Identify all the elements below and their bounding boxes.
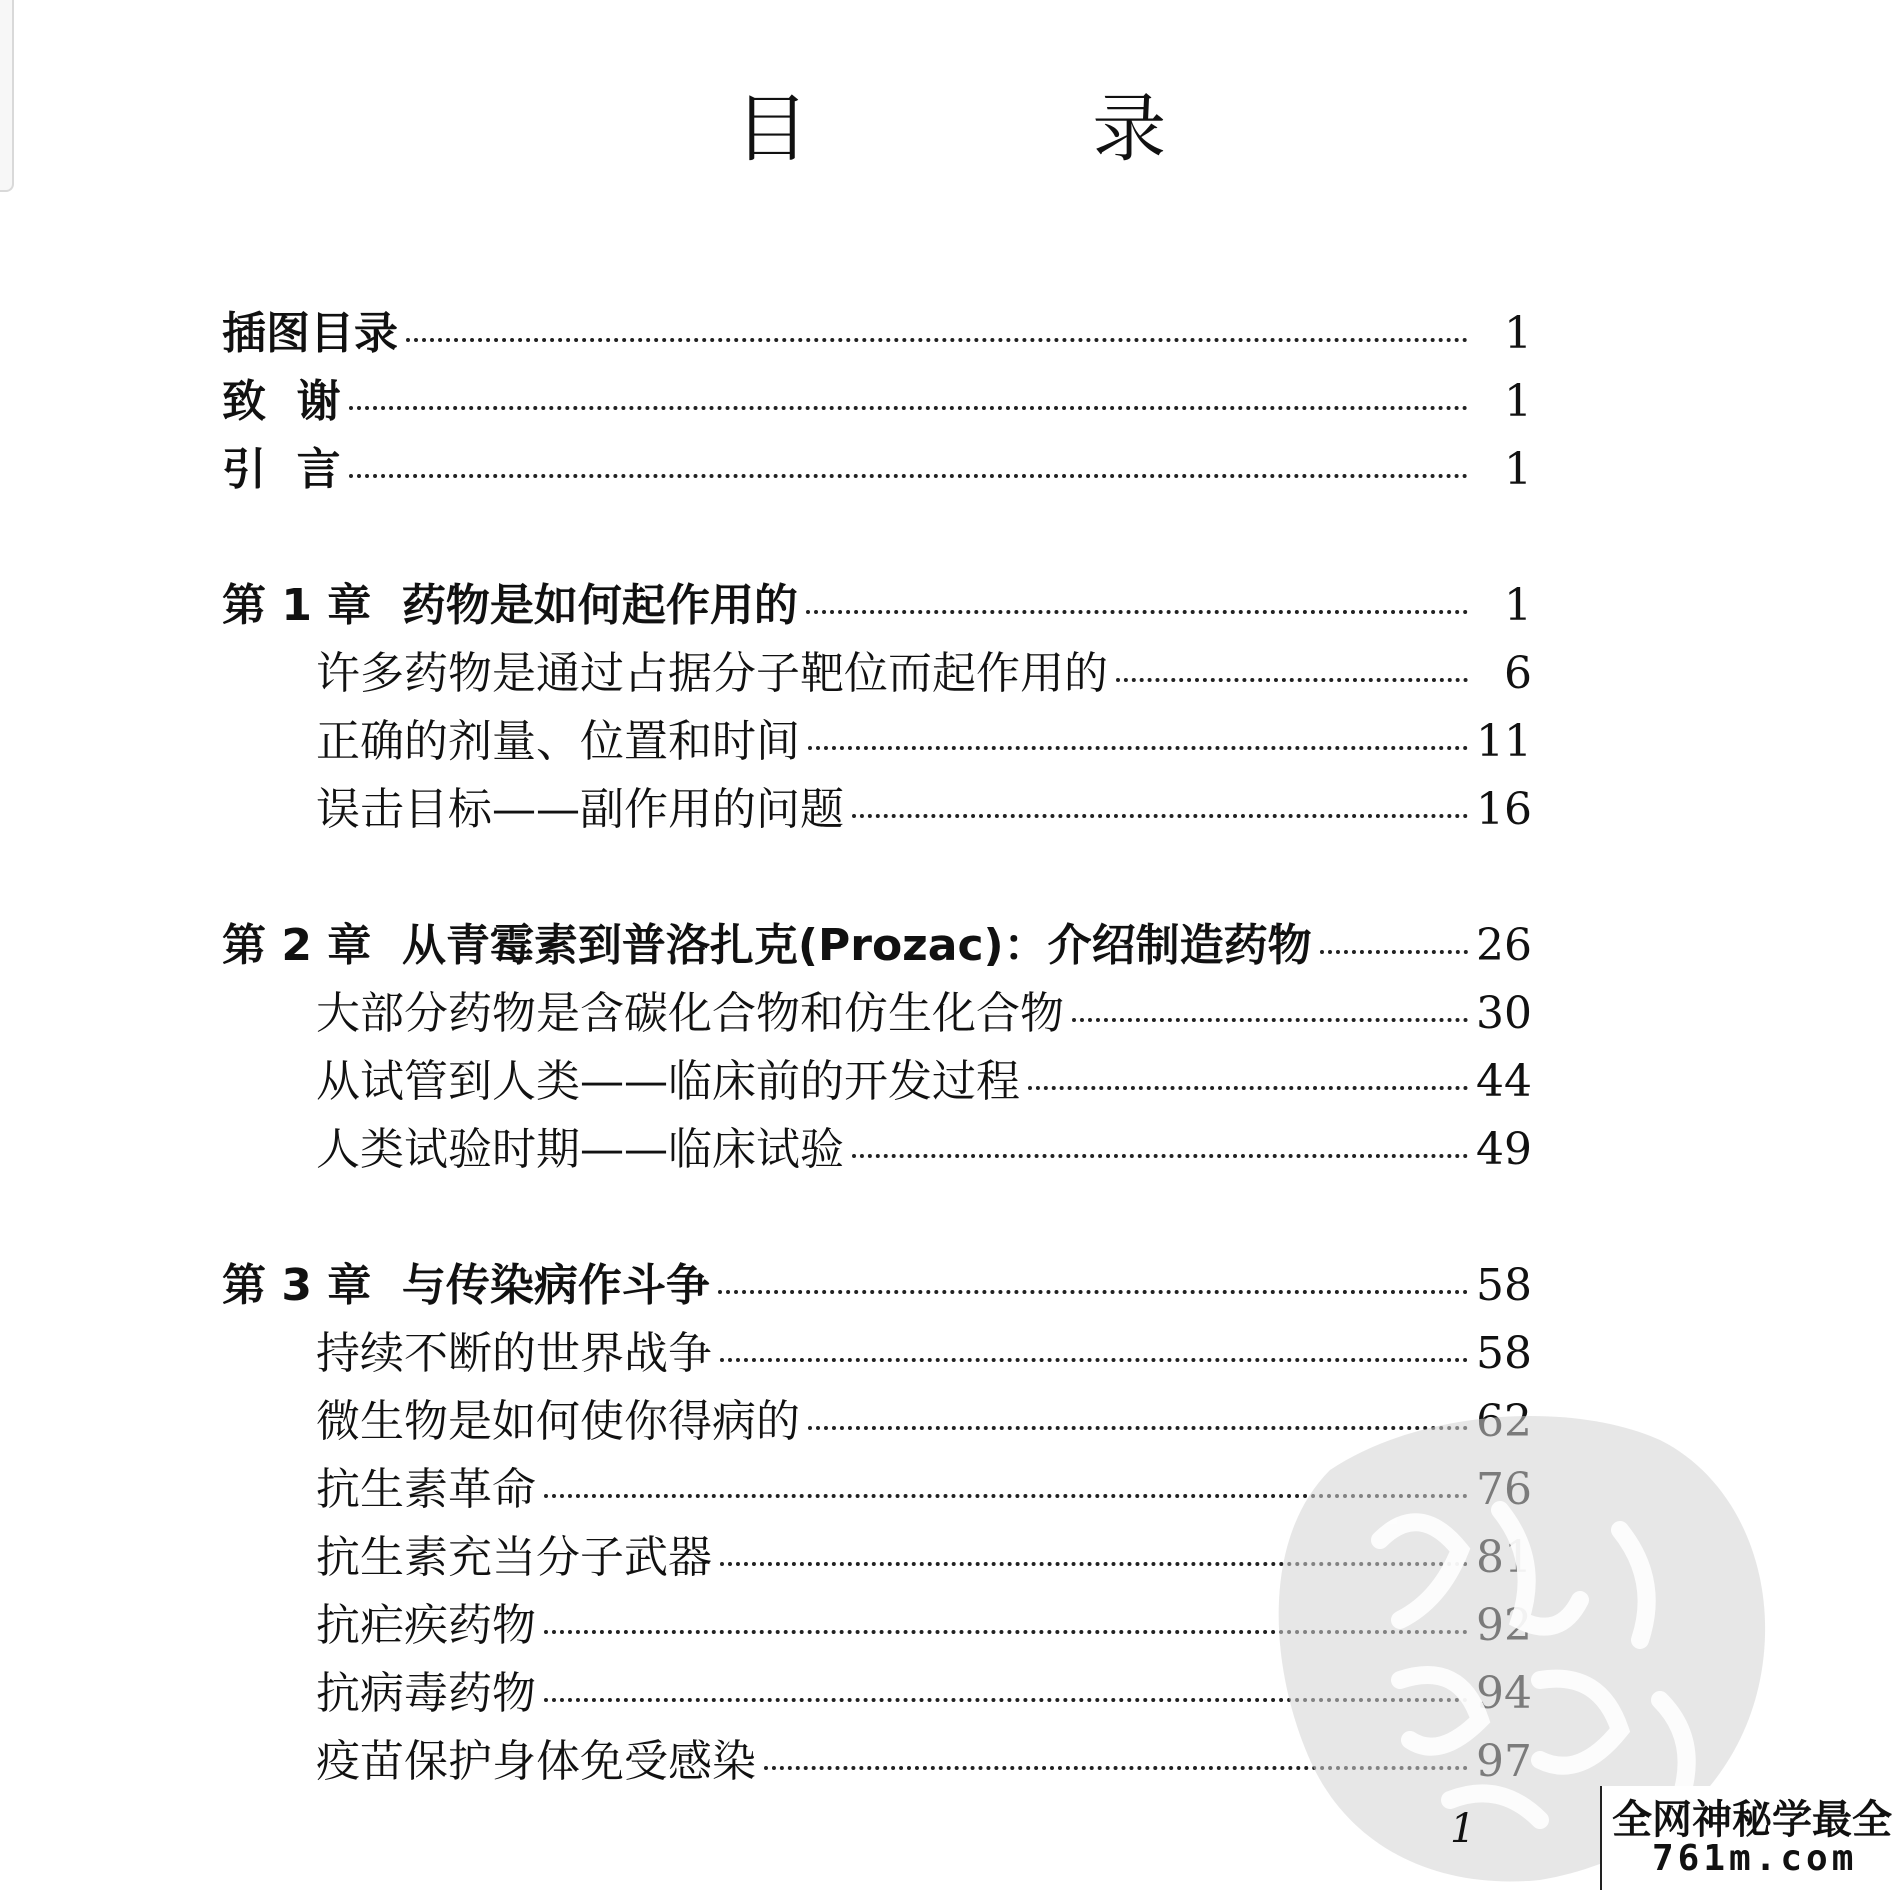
site-watermark bbox=[1600, 1786, 1901, 1890]
toc-chapter-row[interactable] bbox=[222, 436, 1532, 504]
toc-entry-page: 49 bbox=[1476, 1124, 1532, 1175]
toc-entry-page: 26 bbox=[1476, 920, 1532, 971]
toc-entry-label: 从试管到人类——临床前的开发过程 bbox=[316, 1056, 1020, 1107]
toc-section-row[interactable] bbox=[222, 1116, 1532, 1184]
toc-entry-label: 引 言 bbox=[222, 444, 341, 495]
dot-leader bbox=[852, 814, 1468, 818]
toc-entry-label: 误击目标——副作用的问题 bbox=[316, 784, 844, 835]
toc-entry-label: 第 1 章 药物是如何起作用的 bbox=[222, 580, 798, 631]
toc-section-row[interactable] bbox=[222, 980, 1532, 1048]
toc-section-row[interactable] bbox=[222, 640, 1532, 708]
toc-section-row[interactable] bbox=[222, 1320, 1532, 1388]
toc-group bbox=[222, 572, 1532, 844]
toc-entry-label: 许多药物是通过占据分子靶位而起作用的 bbox=[316, 648, 1108, 699]
toc-entry-label: 抗生素革命 bbox=[316, 1464, 536, 1515]
toc-entry-label: 第 3 章 与传染病作斗争 bbox=[222, 1260, 710, 1311]
dot-leader bbox=[349, 474, 1468, 478]
watermark-title: 全网神秘学最全 bbox=[1612, 1797, 1892, 1843]
toc-entry-page: 1 bbox=[1504, 444, 1532, 495]
toc-entry-page: 44 bbox=[1476, 1056, 1532, 1107]
toc-entry-page: 1 bbox=[1504, 580, 1532, 631]
toc-entry-label: 抗生素充当分子武器 bbox=[316, 1532, 712, 1583]
toc-entry-page: 1 bbox=[1504, 376, 1532, 427]
toc-entry-page: 11 bbox=[1476, 716, 1532, 767]
toc-entry-label: 微生物是如何使你得病的 bbox=[316, 1396, 800, 1447]
toc-section-row[interactable] bbox=[222, 776, 1532, 844]
watermark-url: 761m.com bbox=[1652, 1838, 1858, 1879]
page-number: 1 bbox=[1450, 1806, 1476, 1852]
toc-entry-label: 人类试验时期——临床试验 bbox=[316, 1124, 844, 1175]
toc-entry-label: 正确的剂量、位置和时间 bbox=[316, 716, 800, 767]
toc-entry-label: 疫苗保护身体免受感染 bbox=[316, 1736, 756, 1787]
dot-leader bbox=[1116, 678, 1468, 682]
toc-entry-label: 持续不断的世界战争 bbox=[316, 1328, 712, 1379]
toc-entry-page: 58 bbox=[1476, 1260, 1532, 1311]
toc-entry-page: 1 bbox=[1504, 308, 1532, 359]
dot-leader bbox=[806, 610, 1468, 614]
toc-section-row[interactable] bbox=[222, 708, 1532, 776]
toc-chapter-row[interactable] bbox=[222, 300, 1532, 368]
dot-leader bbox=[406, 338, 1468, 342]
toc-entry-label: 大部分药物是含碳化合物和仿生化合物 bbox=[316, 988, 1064, 1039]
toc-entry-page: 16 bbox=[1476, 784, 1532, 835]
page-title: 目 录 bbox=[734, 86, 1297, 172]
toc-section-row[interactable] bbox=[222, 1048, 1532, 1116]
toc-chapter-row[interactable] bbox=[222, 912, 1532, 980]
toc-entry-label: 致 谢 bbox=[222, 376, 341, 427]
toc-entry-label: 抗疟疾药物 bbox=[316, 1600, 536, 1651]
toc-group bbox=[222, 300, 1532, 504]
dot-leader bbox=[808, 746, 1468, 750]
dot-leader bbox=[1072, 1018, 1468, 1022]
toc-entry-page: 6 bbox=[1504, 648, 1532, 699]
dot-leader bbox=[1320, 950, 1468, 954]
dot-leader bbox=[852, 1154, 1468, 1158]
toc-entry-label: 第 2 章 从青霉素到普洛扎克(Prozac)：介绍制造药物 bbox=[222, 920, 1312, 971]
toc-entry-page: 30 bbox=[1476, 988, 1532, 1039]
toc-group bbox=[222, 912, 1532, 1184]
toc-entry-page: 58 bbox=[1476, 1328, 1532, 1379]
toc-chapter-row[interactable] bbox=[222, 368, 1532, 436]
toc-chapter-row[interactable] bbox=[222, 572, 1532, 640]
dot-leader bbox=[720, 1358, 1468, 1362]
toc-entry-label: 抗病毒药物 bbox=[316, 1668, 536, 1719]
dot-leader bbox=[1028, 1086, 1468, 1090]
toc-chapter-row[interactable] bbox=[222, 1252, 1532, 1320]
toc-entry-label: 插图目录 bbox=[222, 308, 398, 359]
dot-leader bbox=[349, 406, 1468, 410]
dot-leader bbox=[718, 1290, 1468, 1294]
